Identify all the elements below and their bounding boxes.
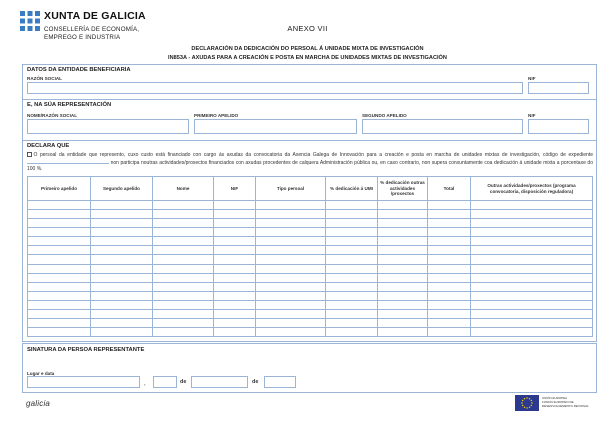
table-cell[interactable] xyxy=(91,210,153,219)
table-cell[interactable] xyxy=(91,219,153,228)
table-cell[interactable] xyxy=(471,246,593,255)
table-row xyxy=(28,264,593,273)
table-cell[interactable] xyxy=(378,237,428,246)
table-cell[interactable] xyxy=(428,210,471,219)
table-cell[interactable] xyxy=(256,319,326,328)
table-cell[interactable] xyxy=(153,291,214,300)
rep-segundo-apelido-label: SEGUNDO APELIDO xyxy=(362,113,407,118)
signature-section-title: SINATURA DA PERSOA REPRESENTANTE xyxy=(27,347,145,353)
table-cell[interactable] xyxy=(326,309,378,318)
table-cell[interactable] xyxy=(28,228,91,237)
section-divider-1 xyxy=(22,99,597,100)
table-row xyxy=(28,328,593,337)
table-cell[interactable] xyxy=(153,309,214,318)
table-cell[interactable] xyxy=(428,300,471,309)
table-cell[interactable] xyxy=(428,264,471,273)
column-header: Outras actividades/proxectos (programa convocatoria, disposición reguladora) xyxy=(471,177,593,201)
table-cell[interactable] xyxy=(28,201,91,210)
table-cell[interactable] xyxy=(256,255,326,264)
table-cell[interactable] xyxy=(428,219,471,228)
table-cell[interactable] xyxy=(471,309,593,318)
table-cell[interactable] xyxy=(153,319,214,328)
year-field[interactable] xyxy=(264,376,296,388)
entity-nif-field[interactable] xyxy=(528,82,589,94)
table-cell[interactable] xyxy=(91,282,153,291)
table-cell[interactable] xyxy=(471,210,593,219)
table-cell[interactable] xyxy=(153,228,214,237)
xunta-logo xyxy=(20,10,180,60)
table-cell[interactable] xyxy=(91,309,153,318)
table-cell[interactable] xyxy=(214,255,256,264)
table-row xyxy=(28,300,593,309)
table-cell[interactable] xyxy=(28,219,91,228)
declaration-section-title: DECLARA QUE xyxy=(27,143,70,149)
rep-segundo-apelido-field[interactable] xyxy=(362,119,523,134)
table-cell[interactable] xyxy=(91,228,153,237)
table-cell[interactable] xyxy=(471,300,593,309)
table-cell[interactable] xyxy=(28,291,91,300)
declaration-text-part2: non participa noutras actividades/proxectos financiados con axudas procedentes de calquera Administración pública ou, en caso contrario, non supera conxuntamente coa dedicación á unidade mixta a porcentaxe do 100 %. xyxy=(27,159,593,173)
column-header: Primeiro apelido xyxy=(28,177,91,201)
table-cell[interactable] xyxy=(428,282,471,291)
table-cell[interactable] xyxy=(256,309,326,318)
table-cell[interactable] xyxy=(214,201,256,210)
month-field[interactable] xyxy=(191,376,248,388)
table-cell[interactable] xyxy=(91,328,153,337)
table-cell[interactable] xyxy=(471,201,593,210)
logo-title: XUNTA DE GALICIA xyxy=(44,10,146,22)
column-header: % dedicación á UMI xyxy=(326,177,378,201)
table-cell[interactable] xyxy=(378,273,428,282)
table-cell[interactable] xyxy=(91,273,153,282)
table-cell[interactable] xyxy=(153,210,214,219)
table-cell[interactable] xyxy=(428,319,471,328)
table-cell[interactable] xyxy=(28,237,91,246)
table-cell[interactable] xyxy=(256,201,326,210)
table-cell[interactable] xyxy=(153,201,214,210)
table-row xyxy=(28,201,593,210)
table-cell[interactable] xyxy=(91,201,153,210)
table-cell[interactable] xyxy=(428,273,471,282)
table-row xyxy=(28,219,593,228)
table-cell[interactable] xyxy=(256,300,326,309)
table-cell[interactable] xyxy=(256,291,326,300)
table-cell[interactable] xyxy=(471,219,593,228)
de-label-2: de xyxy=(252,379,259,385)
section-divider-2 xyxy=(22,140,597,141)
table-cell[interactable] xyxy=(326,210,378,219)
representative-section-title: E, NA SÚA REPRESENTACIÓN xyxy=(27,102,112,108)
table-cell[interactable] xyxy=(91,246,153,255)
entity-section-title: DATOS DA ENTIDADE BENEFICIARIA xyxy=(27,67,131,73)
rep-nif-label: NIF xyxy=(528,113,536,118)
table-cell[interactable] xyxy=(378,328,428,337)
table-cell[interactable] xyxy=(326,291,378,300)
table-cell[interactable] xyxy=(471,264,593,273)
table-cell[interactable] xyxy=(91,255,153,264)
place-date-label: Lugar e data xyxy=(27,371,55,376)
table-cell[interactable] xyxy=(256,246,326,255)
table-cell[interactable] xyxy=(428,291,471,300)
table-cell[interactable] xyxy=(91,264,153,273)
table-cell[interactable] xyxy=(326,237,378,246)
table-cell[interactable] xyxy=(378,282,428,291)
annex-title: ANEXO VII xyxy=(287,24,328,33)
staff-table xyxy=(27,176,593,337)
rep-primeiro-apelido-label: PRIMEIRO APELIDO xyxy=(194,113,239,118)
logo-subtitle-1: CONSELLERÍA DE ECONOMÍA, xyxy=(44,26,140,33)
table-cell[interactable] xyxy=(428,309,471,318)
table-cell[interactable] xyxy=(256,228,326,237)
table-cell[interactable] xyxy=(28,282,91,291)
table-cell[interactable] xyxy=(214,309,256,318)
table-row xyxy=(28,237,593,246)
table-cell[interactable] xyxy=(428,228,471,237)
table-row xyxy=(28,210,593,219)
table-cell[interactable] xyxy=(153,246,214,255)
table-cell[interactable] xyxy=(378,210,428,219)
table-cell[interactable] xyxy=(28,255,91,264)
table-cell[interactable] xyxy=(326,264,378,273)
table-cell[interactable] xyxy=(326,228,378,237)
table-cell[interactable] xyxy=(378,201,428,210)
table-cell[interactable] xyxy=(214,219,256,228)
table-cell[interactable] xyxy=(256,328,326,337)
table-cell[interactable] xyxy=(378,264,428,273)
table-cell[interactable] xyxy=(214,210,256,219)
table-cell[interactable] xyxy=(256,219,326,228)
expediente-code-field[interactable] xyxy=(27,159,109,164)
table-cell[interactable] xyxy=(28,300,91,309)
eu-label-line2: FONDO EUROPEO DE xyxy=(542,400,574,404)
table-cell[interactable] xyxy=(471,255,593,264)
rep-nome-label: NOME/RAZÓN SOCIAL xyxy=(27,113,78,118)
table-cell[interactable] xyxy=(378,300,428,309)
column-header: NIF xyxy=(214,177,256,201)
table-cell[interactable] xyxy=(326,246,378,255)
table-cell[interactable] xyxy=(471,273,593,282)
table-cell[interactable] xyxy=(214,300,256,309)
table-cell[interactable] xyxy=(256,282,326,291)
table-cell[interactable] xyxy=(428,246,471,255)
table-cell[interactable] xyxy=(28,319,91,328)
declaration-text xyxy=(27,152,593,173)
table-cell[interactable] xyxy=(428,201,471,210)
column-header: % dedicación outras actividades /proxectos xyxy=(378,177,428,201)
table-cell[interactable] xyxy=(326,300,378,309)
eu-label-line3: DESENVOLVEMENTO REXIONAL xyxy=(542,404,589,408)
galicia-footer-logo: galicia xyxy=(26,399,51,408)
table-cell[interactable] xyxy=(214,246,256,255)
table-cell[interactable] xyxy=(256,264,326,273)
table-cell[interactable] xyxy=(91,237,153,246)
table-cell[interactable] xyxy=(214,291,256,300)
table-cell[interactable] xyxy=(91,300,153,309)
table-cell[interactable] xyxy=(214,282,256,291)
eu-label-line1: UNIÓN EUROPEA xyxy=(542,396,568,400)
form-title: DECLARACIÓN DA DEDICACIÓN DO PERSOAL Á UNIDADE MIXTA DE INVESTIGACIÓN xyxy=(191,46,424,52)
table-cell[interactable] xyxy=(28,210,91,219)
day-field[interactable] xyxy=(153,376,177,388)
table-cell[interactable] xyxy=(428,255,471,264)
table-cell[interactable] xyxy=(214,328,256,337)
table-row xyxy=(28,246,593,255)
table-cell[interactable] xyxy=(91,291,153,300)
table-row xyxy=(28,255,593,264)
table-cell[interactable] xyxy=(378,219,428,228)
table-row xyxy=(28,273,593,282)
table-cell[interactable] xyxy=(471,228,593,237)
table-cell[interactable] xyxy=(378,255,428,264)
declaration-checkbox[interactable] xyxy=(27,152,32,157)
table-cell[interactable] xyxy=(28,309,91,318)
column-header: Nome xyxy=(153,177,214,201)
table-cell[interactable] xyxy=(153,273,214,282)
column-header: Segundo apelido xyxy=(91,177,153,201)
table-row xyxy=(28,309,593,318)
table-cell[interactable] xyxy=(214,228,256,237)
table-cell[interactable] xyxy=(326,328,378,337)
table-cell[interactable] xyxy=(153,219,214,228)
table-cell[interactable] xyxy=(471,291,593,300)
table-cell[interactable] xyxy=(378,319,428,328)
table-cell[interactable] xyxy=(256,210,326,219)
table-cell[interactable] xyxy=(428,237,471,246)
table-cell[interactable] xyxy=(378,309,428,318)
table-cell[interactable] xyxy=(256,237,326,246)
eu-flag-icon xyxy=(515,395,539,411)
table-row xyxy=(28,319,593,328)
table-cell[interactable] xyxy=(471,282,593,291)
column-header: Tipo persoal xyxy=(256,177,326,201)
table-cell[interactable] xyxy=(28,246,91,255)
comma-separator: , xyxy=(144,381,146,387)
procedure-title: IN853A - AXUDAS PARA A CREACIÓN E POSTA EN MARCHA DE UNIDADES MIXTAS DE INVESTIGACIÓN xyxy=(168,55,447,61)
table-cell[interactable] xyxy=(153,282,214,291)
table-row xyxy=(28,282,593,291)
table-cell[interactable] xyxy=(153,237,214,246)
table-cell[interactable] xyxy=(153,264,214,273)
table-cell[interactable] xyxy=(326,255,378,264)
table-row xyxy=(28,291,593,300)
table-cell[interactable] xyxy=(428,328,471,337)
logo-subtitle-2: EMPREGO E INDUSTRIA xyxy=(44,34,121,41)
razon-social-label: RAZÓN SOCIAL xyxy=(27,76,62,81)
rep-nif-field[interactable] xyxy=(528,119,589,134)
table-cell[interactable] xyxy=(214,237,256,246)
rep-primeiro-apelido-field[interactable] xyxy=(194,119,357,134)
table-cell[interactable] xyxy=(91,319,153,328)
table-cell[interactable] xyxy=(326,319,378,328)
table-cell[interactable] xyxy=(471,328,593,337)
column-header: Total xyxy=(428,177,471,201)
table-cell[interactable] xyxy=(378,291,428,300)
table-cell[interactable] xyxy=(153,300,214,309)
table-cell[interactable] xyxy=(214,273,256,282)
declaration-text-part1: O persoal da entidade que represento, cuxo custo está financiado con cargo ás axudas da convocatoria da Axencia Galega de Innovación para a creación e posta en marcha de unidades mixtas de investigación, código de expediente xyxy=(33,152,593,158)
table-cell[interactable] xyxy=(471,319,593,328)
table-cell[interactable] xyxy=(326,273,378,282)
table-cell[interactable] xyxy=(378,228,428,237)
table-cell[interactable] xyxy=(326,219,378,228)
table-cell[interactable] xyxy=(326,201,378,210)
table-cell[interactable] xyxy=(214,319,256,328)
de-label-1: de xyxy=(180,379,187,385)
rep-nome-field[interactable] xyxy=(27,119,189,134)
table-cell[interactable] xyxy=(153,328,214,337)
table-cell[interactable] xyxy=(378,246,428,255)
table-cell[interactable] xyxy=(28,264,91,273)
staff-table-header-row xyxy=(28,177,593,201)
entity-nif-label: NIF xyxy=(528,76,536,81)
table-cell[interactable] xyxy=(326,282,378,291)
table-cell[interactable] xyxy=(28,273,91,282)
place-field[interactable] xyxy=(27,376,140,388)
table-cell[interactable] xyxy=(28,328,91,337)
table-cell[interactable] xyxy=(214,264,256,273)
razon-social-field[interactable] xyxy=(27,82,523,94)
table-cell[interactable] xyxy=(256,273,326,282)
table-cell[interactable] xyxy=(153,255,214,264)
table-row xyxy=(28,228,593,237)
table-cell[interactable] xyxy=(471,237,593,246)
